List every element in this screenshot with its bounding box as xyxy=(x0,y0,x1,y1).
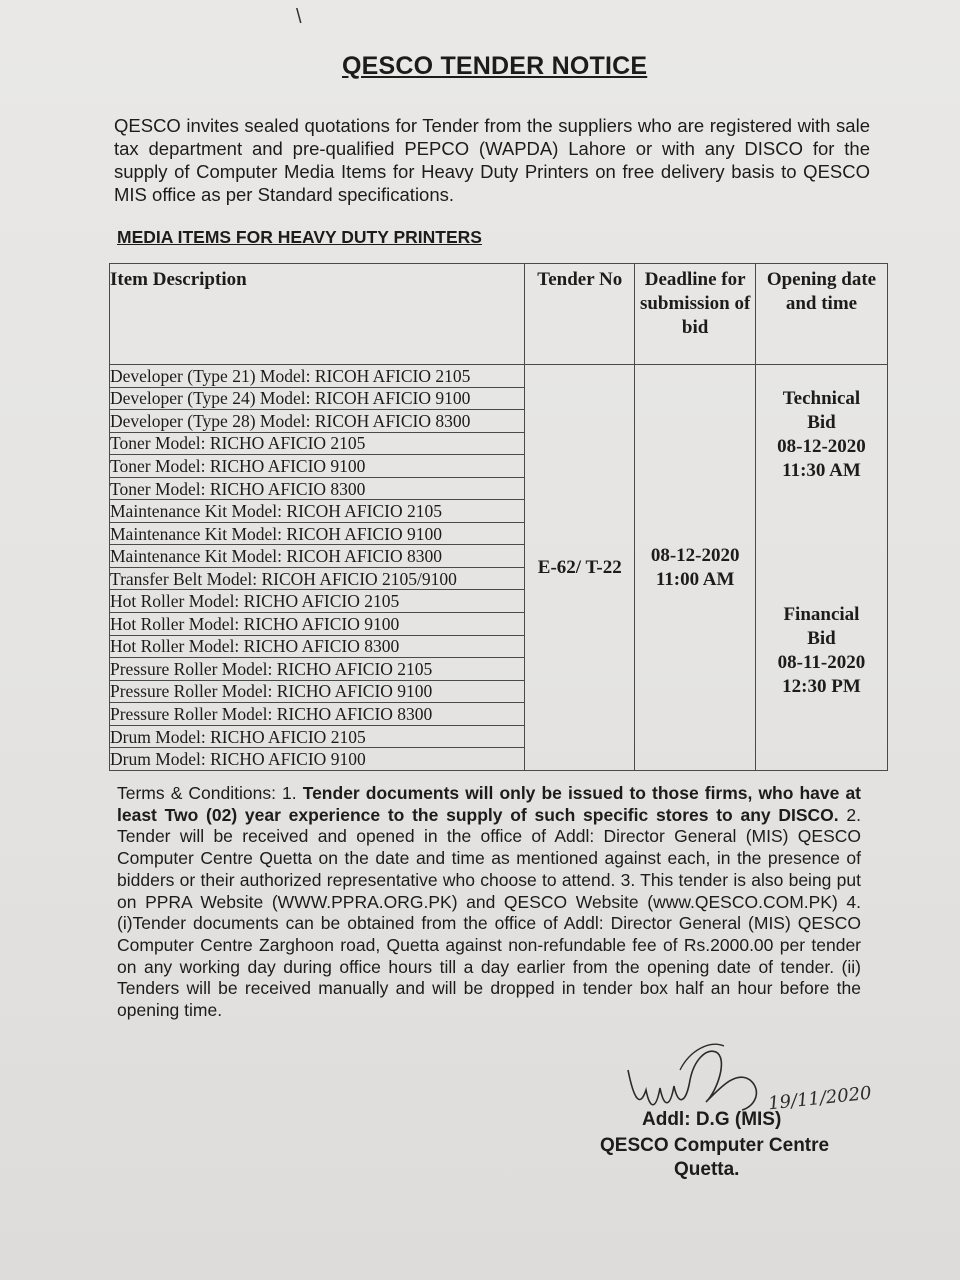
technical-date: 08-12-2020 xyxy=(777,436,866,457)
handwritten-date: 19/11/2020 xyxy=(767,1082,873,1115)
technical-label: Technical xyxy=(782,388,861,409)
notice-title: QESCO TENDER NOTICE xyxy=(342,52,648,80)
items-table xyxy=(109,263,888,771)
item-cell: Toner Model: RICHO AFICIO 9100 xyxy=(110,455,525,478)
header-tender-no: Tender No xyxy=(525,264,635,365)
item-cell: Maintenance Kit Model: RICOH AFICIO 9100 xyxy=(110,522,525,545)
signatory-title: Addl: D.G (MIS) xyxy=(642,1109,782,1130)
tender-no: E-62/ T-22 xyxy=(537,556,622,578)
item-cell: Pressure Roller Model: RICHO AFICIO 9100 xyxy=(110,680,525,703)
signatory-city: Quetta. xyxy=(674,1159,740,1180)
table-row xyxy=(110,365,888,388)
financial-bid xyxy=(756,603,887,699)
item-cell: Maintenance Kit Model: RICOH AFICIO 8300 xyxy=(110,545,525,568)
item-cell: Developer (Type 24) Model: RICOH AFICIO 9100 xyxy=(110,387,525,410)
financial-label: Financial xyxy=(783,604,860,625)
terms-bold-clause: Tender documents will only be issued to those firms, who have at least Two (02) year experience to the supply of such specific stores to any DISCO. xyxy=(117,783,861,825)
header-opening: Opening date and time xyxy=(755,264,887,365)
deadline-date: 08-12-2020 xyxy=(650,544,740,566)
terms-conditions xyxy=(117,783,861,1022)
technical-time: 11:30 AM xyxy=(782,460,861,481)
item-cell: Developer (Type 28) Model: RICOH AFICIO 8300 xyxy=(110,410,525,433)
technical-bid-label: Bid xyxy=(807,412,836,433)
item-cell: Toner Model: RICHO AFICIO 8300 xyxy=(110,477,525,500)
pen-mark: \ xyxy=(296,6,302,28)
header-deadline: Deadline for submission of bid xyxy=(635,264,756,365)
terms-lead: Terms & Conditions: 1. xyxy=(117,783,303,803)
header-item-description: Item Description xyxy=(110,264,525,365)
deadline-cell xyxy=(635,365,756,771)
item-cell: Hot Roller Model: RICHO AFICIO 8300 xyxy=(110,635,525,658)
items-body xyxy=(110,365,888,771)
financial-bid-label: Bid xyxy=(807,628,836,649)
items-subheading: MEDIA ITEMS FOR HEAVY DUTY PRINTERS xyxy=(117,227,482,247)
terms-body: 2. Tender will be received and opened in the office of Addl: Director General (MIS) QESCO Computer Centre Quetta on the date and time as mentioned against each, in the presence of bidders or their authorized representative who choose to attend. 3. This tender is also being put on PPRA Website (WWW.PPRA.ORG.PK) and QESCO Website (www.QESCO.COM.PK) 4. (i)Tender documents can be obtained from the office of Addl: Director General (MIS) QESCO Computer Centre Zarghoon road, Quetta against non-refundable fee of Rs.2000.00 per tender on any working day during office hours till a day earlier from the opening date of tender. (ii) Tenders will be received manually and will be dropped in tender box half an hour before the opening time. xyxy=(117,804,861,1021)
technical-bid xyxy=(756,387,887,483)
opening-cell xyxy=(755,365,887,771)
item-cell: Drum Model: RICHO AFICIO 2105 xyxy=(110,725,525,748)
item-cell: Hot Roller Model: RICHO AFICIO 2105 xyxy=(110,590,525,613)
item-cell: Hot Roller Model: RICHO AFICIO 9100 xyxy=(110,613,525,636)
item-cell: Drum Model: RICHO AFICIO 9100 xyxy=(110,748,525,771)
item-cell: Toner Model: RICHO AFICIO 2105 xyxy=(110,432,525,455)
item-cell: Developer (Type 21) Model: RICOH AFICIO 2105 xyxy=(110,365,525,388)
item-cell: Transfer Belt Model: RICOH AFICIO 2105/9100 xyxy=(110,567,525,590)
item-cell: Pressure Roller Model: RICHO AFICIO 8300 xyxy=(110,703,525,726)
opening-block xyxy=(756,365,887,770)
item-cell: Maintenance Kit Model: RICOH AFICIO 2105 xyxy=(110,500,525,523)
financial-date: 08-11-2020 xyxy=(777,652,866,673)
financial-time: 12:30 PM xyxy=(782,676,861,697)
tender-no-cell xyxy=(525,365,635,771)
intro-paragraph: QESCO invites sealed quotations for Tender from the suppliers who are registered with sale tax department and pre-qualified PEPCO (WAPDA) Lahore or with any DISCO for the supply of Computer Media Items for Heavy Duty Printers on free delivery basis to QESCO MIS office as per Standard specifications. xyxy=(114,115,870,205)
signatory-office: QESCO Computer Centre xyxy=(600,1135,830,1156)
item-cell: Pressure Roller Model: RICHO AFICIO 2105 xyxy=(110,658,525,681)
table-header-row xyxy=(110,264,888,365)
deadline-time: 11:00 AM xyxy=(655,568,735,590)
